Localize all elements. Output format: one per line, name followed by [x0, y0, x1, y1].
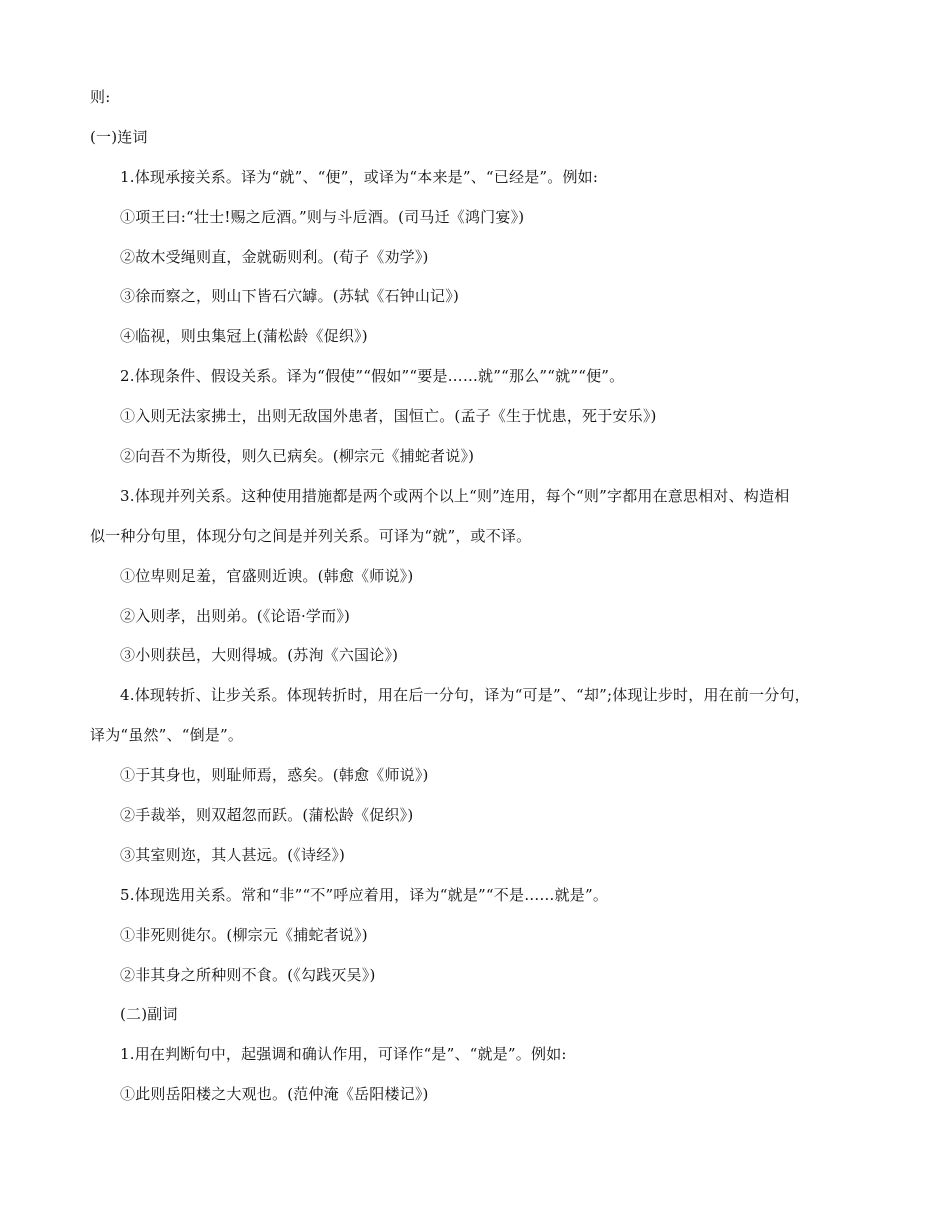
text-line: 1.体现承接关系。译为“就”、“便”，或译为“本来是”、“已经是”。例如: — [120, 167, 599, 186]
text-line: 5.体现选用关系。常和“非”“不”呼应着用，译为“就是”“不是……就是”。 — [120, 885, 609, 904]
example-line: ③徐而察之，则山下皆石穴罅。(苏轼《石钟山记》) — [120, 287, 460, 306]
text-line: 3.体现并列关系。这种使用措施都是两个或两个以上“则”连用，每个“则”字都用在意思相对、构造相 — [120, 486, 790, 505]
text-line: 2.体现条件、假设关系。译为“假使”“假如”“要是……就”“那么”“就”“便”。 — [120, 367, 625, 386]
text-line: 似一种分句里，体现分句之间是并列关系。可译为“就”，或不译。 — [90, 526, 532, 545]
example-line: ①此则岳阳楼之大观也。(范仲淹《岳阳楼记》) — [120, 1085, 429, 1104]
example-line: ②入则孝，出则弟。(《论语·学而》) — [120, 606, 351, 625]
text-line: 则: — [90, 88, 111, 106]
example-line: ②故木受绳则直，金就砺则利。(荀子《劝学》) — [120, 247, 429, 266]
example-line: ②手裁举，则双超忽而跃。(蒲松龄《促织》) — [120, 806, 414, 825]
example-line: ③其室则迩，其人甚远。(《诗经》) — [120, 845, 346, 864]
text-line: 译为“虽然”、“倒是”。 — [90, 726, 244, 745]
example-line: ②非其身之所种则不食。(《勾践灭吴》) — [120, 965, 376, 984]
example-line: ③小则获邑，大则得城。(苏洵《六国论》) — [120, 646, 399, 665]
example-line: ①入则无法家拂士，出则无敌国外患者，国恒亡。(孟子《生于忧患，死于安乐》) — [120, 407, 657, 426]
example-line: ②向吾不为斯役，则久已病矣。(柳宗元《捕蛇者说》) — [120, 447, 475, 466]
example-line: ④临视，则虫集冠上(蒲松龄《促织》) — [120, 327, 368, 346]
example-line: ①于其身也，则耻师焉，惑矣。(韩愈《师说》) — [120, 766, 429, 785]
section-heading: (一)连词 — [90, 127, 148, 146]
example-line: ①非死则徙尔。(柳宗元《捕蛇者说》) — [120, 925, 368, 944]
example-line: ①项王曰:“壮士!赐之卮酒。”则与斗卮酒。(司马迁《鸿门宴》) — [120, 207, 525, 226]
example-line: ①位卑则足羞，官盛则近谀。(韩愈《师说》) — [120, 566, 414, 585]
document-page — [0, 78, 950, 1115]
section-heading: (二)副词 — [120, 1005, 178, 1024]
text-line: 1.用在判断句中，起强调和确认作用，可译作“是”、“就是”。例如: — [120, 1045, 567, 1064]
text-line: 4.体现转折、让步关系。体现转折时，用在后一分句，译为“可是”、“却”;体现让步时，用在前一分句， — [120, 686, 810, 705]
